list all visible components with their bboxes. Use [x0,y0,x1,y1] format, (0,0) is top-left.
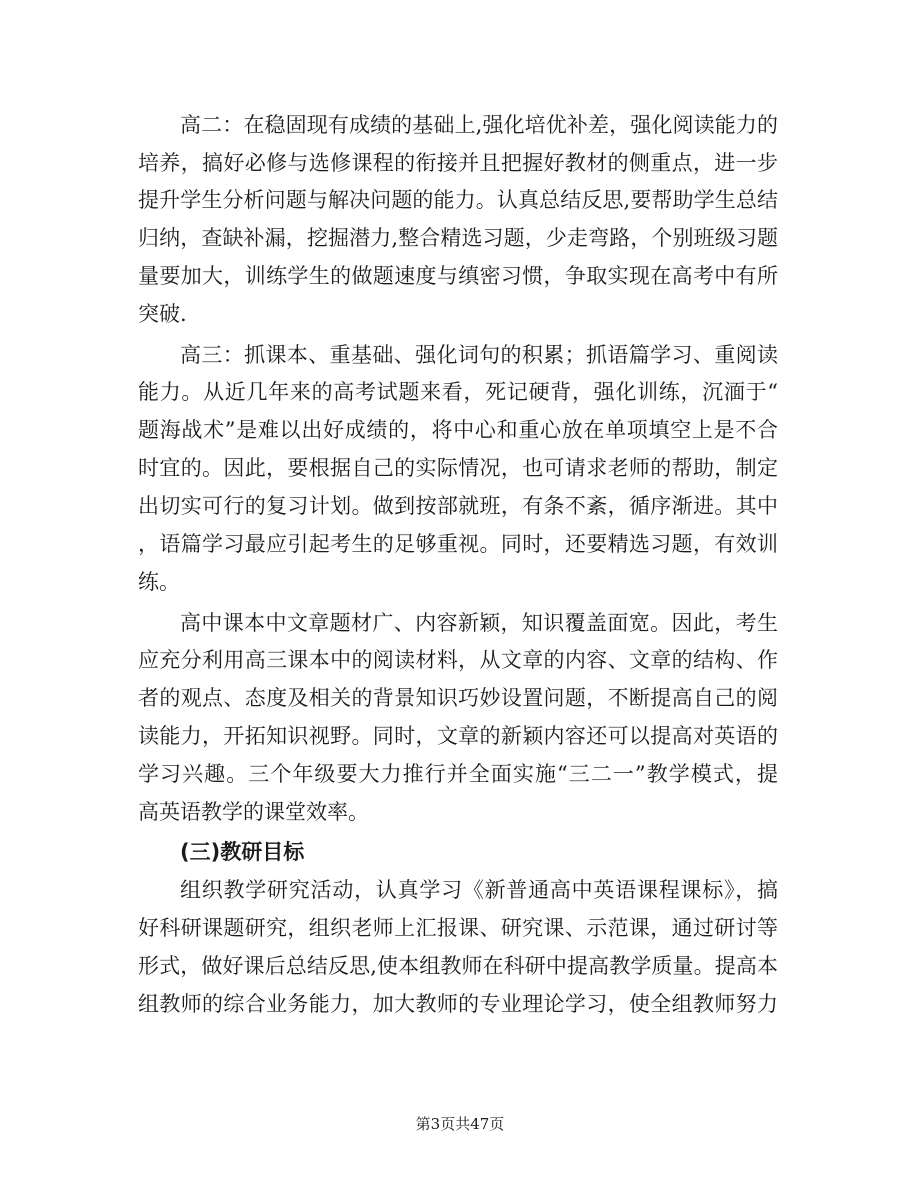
text-line: 提升学生分析问题与解决问题的能力。认真总结反思,要帮助学生总结 [138,188,779,212]
text-line: 高二：在稳固现有成绩的基础上,强化培优补差，强化阅读能力的 [180,113,779,137]
text-line: 好科研课题研究，组织老师上汇报课、研究课、示范课，通过研讨等 [138,916,779,940]
text-line: 高中课本中文章题材广、内容新颖，知识覆盖面宽。因此，考生 [180,611,779,635]
text-line: 突破. [138,302,187,326]
text-line: 者的观点、态度及相关的背景知识巧妙设置问题，不断提高自己的阅 [138,686,779,710]
text-line: 归纳，查缺补漏，挖掘潜力,整合精选习题，少走弯路，个别班级习题 [138,226,779,250]
text-line: 学习兴趣。三个年级要大力推行并全面实施“三二一”教学模式，提 [138,762,780,786]
text-line: 培养，搞好必修与选修课程的衔接并且把握好教材的侧重点，进一步 [138,151,779,175]
page-number-footer: 第3页共47页 [415,1115,505,1133]
text-line: 量要加大，训练学生的做题速度与缜密习惯，争取实现在高考中有所 [138,264,779,288]
text-line: ，语篇学习最应引起考生的足够重视。同时，还要精选习题，有效训 [138,532,779,556]
text-line: 组教师的综合业务能力，加大教师的专业理论学习，使全组教师努力 [138,992,779,1016]
text-line: 组织教学研究活动，认真学习《新普通高中英语课程课标》，搞 [180,878,779,902]
text-line: 能力。从近几年来的高考试题来看，死记硬背，强化训练，沉湎于“ [138,380,779,404]
text-line: 时宜的。因此，要根据自己的实际情况，也可请求老师的帮助，制定 [138,456,779,480]
text-line: 形式，做好课后总结反思,使本组教师在科研中提高教学质量。提高本 [138,954,779,978]
text-line: 练。 [138,570,180,594]
text-line: 题海战术”是难以出好成绩的，将中心和重心放在单项填空上是不合 [138,418,779,442]
section-heading: (三)教研目标 [180,840,305,864]
text-line: 高英语教学的课堂效率。 [138,800,369,824]
text-line: 应充分利用高三课本中的阅读材料，从文章的内容、文章的结构、作 [138,648,779,672]
text-line: 高三：抓课本、重基础、强化词句的积累；抓语篇学习、重阅读 [180,343,779,367]
text-line: 读能力，开拓知识视野。同时，文章的新颖内容还可以提高对英语的 [138,724,779,748]
text-line: 出切实可行的复习计划。做到按部就班，有条不紊，循序渐进。其中 [138,494,779,518]
